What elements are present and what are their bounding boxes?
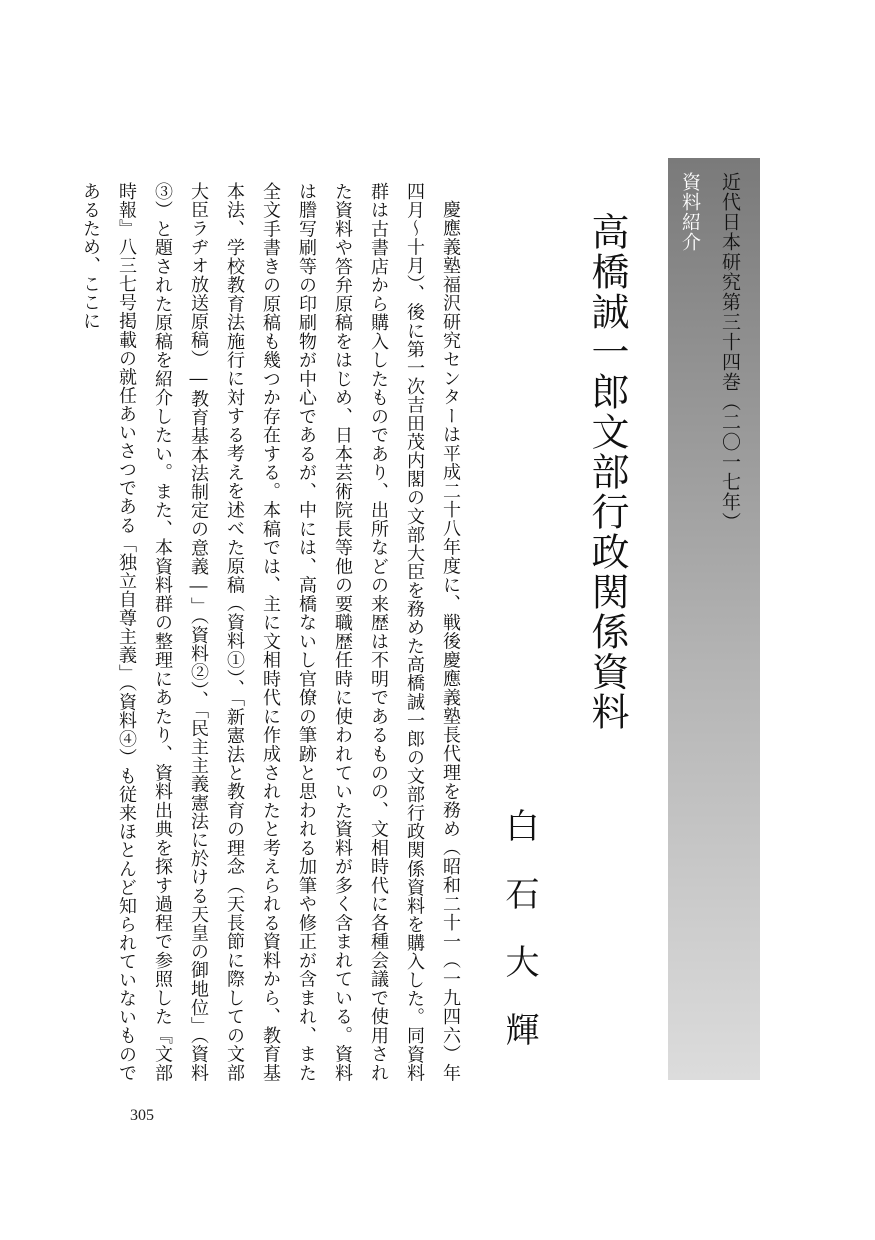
page-number: 305 [130, 1107, 154, 1124]
author-name: 白石大輝 [499, 808, 539, 1080]
body-paragraph: 慶應義塾福沢研究センターは平成二十八年度に、戦後慶應義塾長代理を務め（昭和二十一（一九四六）年四月〜十月）、後に第一次吉田茂内閣の文部大臣を務めた高橋誠一郎の文部行政関係資料を購入した。同資料群は古書店から購入したものであり、出所などの来歴は不明であるものの、文相時代に各種会議で使用された資料や答弁原稿をはじめ、日本芸術院長等他の要職歴任時に使われていた資料が多く含まれている。資料は謄写刷等の印刷物が中心であるが、中には、高橋ないし官僚の筆跡と思われる加筆や修正が含まれ、また全文手書きの原稿も幾つか存在する。本稿では、主に文相時代に作成されたと考えられる資料から、教育基本法、学校教育法施行に対する考えを述べた原稿（資料①）、「新憲法と教育の理念（天長節に際しての文部大臣ラヂオ放送原稿）―教育基本法制定の意義―」（資料②）、「民主主義憲法に於ける天皇の御地位」（資料③）と題された原稿を紹介したい。また、本資料群の整理にあたり、資料出典を探す過程で参照した『文部時報』八三七号掲載の就任あいさつである「独立自尊主義」（資料④）も従来ほとんど知られていないものであるため、ここに [80, 182, 461, 1083]
header-band [668, 158, 760, 1080]
series-header: 近代日本研究第三十四巻（二〇一七年） [719, 172, 741, 532]
article-title: 高橋誠一郎文部行政関係資料 [585, 212, 629, 732]
body-text [80, 182, 468, 1083]
section-label: 資料紹介 [679, 172, 701, 252]
